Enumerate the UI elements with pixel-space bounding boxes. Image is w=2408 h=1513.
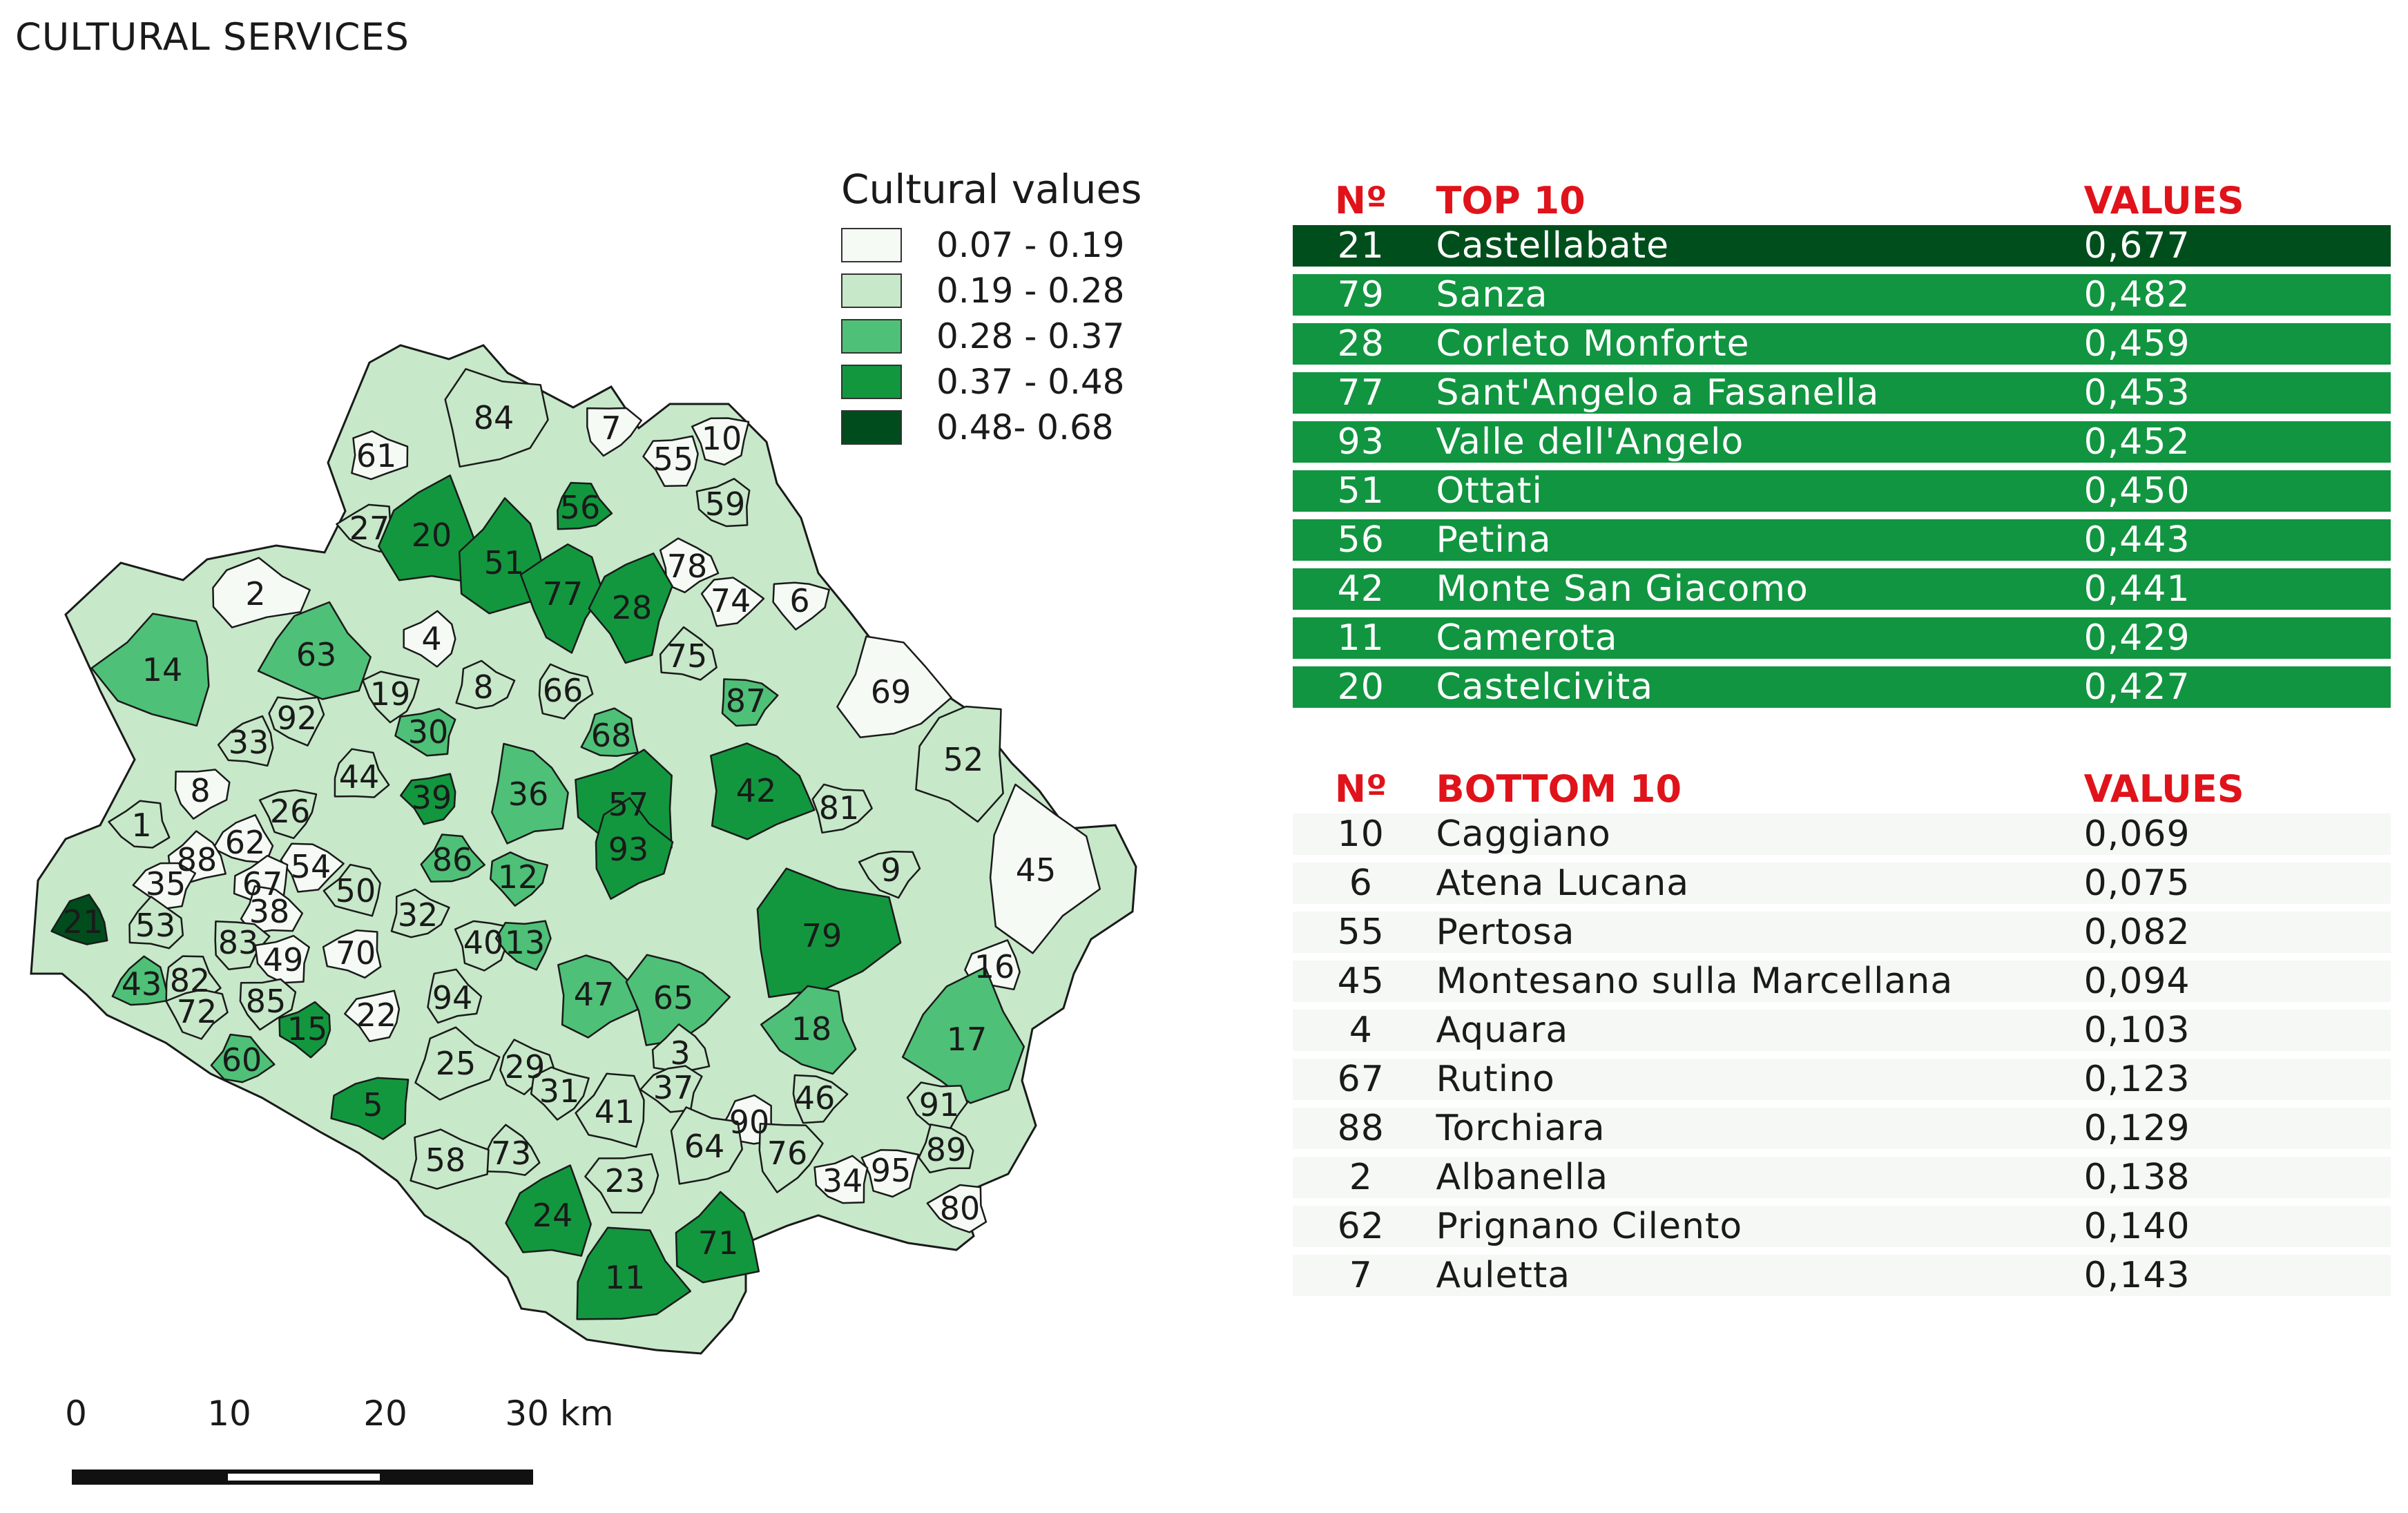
cell-no: 93 — [1337, 421, 1385, 463]
cell-name: Albanella — [1436, 1157, 1609, 1198]
header-name: TOP 10 — [1436, 179, 1586, 222]
cell-no: 51 — [1337, 470, 1385, 512]
municipality-label: 87 — [725, 682, 767, 720]
municipality-label: 13 — [504, 924, 546, 961]
cell-value: 0,429 — [2083, 617, 2190, 659]
municipality-label: 44 — [338, 758, 380, 796]
municipality-label: 62 — [224, 824, 266, 861]
municipality-label: 34 — [822, 1162, 863, 1199]
cell-name: Aquara — [1436, 1010, 1569, 1051]
cell-no: 67 — [1337, 1059, 1385, 1100]
cell-value: 0,138 — [2083, 1157, 2190, 1198]
municipality-label: 74 — [710, 582, 751, 619]
table-row — [1293, 617, 2391, 659]
cell-name: Rutino — [1436, 1059, 1555, 1100]
cell-value: 0,441 — [2083, 568, 2190, 610]
municipality-label: 66 — [542, 672, 584, 709]
municipality-label: 52 — [943, 741, 984, 778]
municipality-label: 12 — [497, 858, 539, 896]
municipality-label: 36 — [508, 775, 549, 813]
municipality-label: 17 — [946, 1021, 988, 1058]
municipality-label: 14 — [142, 651, 183, 688]
municipality-label: 41 — [594, 1093, 635, 1130]
municipality-label: 19 — [369, 675, 411, 713]
municipality-label: 54 — [290, 848, 331, 885]
scale-tick-label: 10 — [207, 1394, 251, 1434]
cell-value: 0,140 — [2083, 1206, 2190, 1247]
municipality-label: 64 — [684, 1128, 725, 1165]
municipality-label: 88 — [176, 841, 218, 878]
cell-name: Castellabate — [1436, 225, 1670, 267]
cell-name: Corleto Monforte — [1436, 323, 1750, 365]
cell-name: Castelcivita — [1436, 666, 1654, 708]
cell-name: Monte San Giacomo — [1436, 568, 1809, 610]
municipality-label: 15 — [287, 1010, 328, 1048]
cell-value: 0,103 — [2083, 1010, 2190, 1051]
legend-label: 0.28 - 0.37 — [936, 316, 1125, 356]
municipality-label: 81 — [818, 789, 860, 827]
map-legend — [841, 166, 1142, 450]
cell-name: Auletta — [1436, 1255, 1571, 1296]
municipality-label: 85 — [245, 983, 287, 1020]
legend-swatch — [841, 228, 902, 262]
scale-tick-label: 30 km — [505, 1394, 614, 1434]
cell-value: 0,069 — [2083, 813, 2190, 855]
cell-no: 21 — [1337, 225, 1385, 267]
municipality-label: 75 — [666, 637, 708, 675]
legend-item — [841, 268, 1142, 314]
top10-table — [1293, 170, 2391, 715]
legend-item — [841, 405, 1142, 450]
municipality-label: 60 — [221, 1041, 262, 1079]
municipality-label: 38 — [249, 893, 290, 930]
municipality-label: 35 — [145, 865, 186, 903]
municipality-label: 3 — [670, 1034, 691, 1072]
page-title: CULTURAL SERVICES — [15, 15, 410, 59]
municipality-label: 29 — [504, 1048, 546, 1086]
municipality-label: 84 — [473, 399, 514, 436]
table-row — [1293, 862, 2391, 904]
cell-no: 20 — [1337, 666, 1385, 708]
cell-value: 0,075 — [2083, 862, 2190, 904]
municipality-label: 51 — [483, 544, 525, 581]
table-row — [1293, 1108, 2391, 1149]
table-row — [1293, 372, 2391, 414]
legend-swatch — [841, 410, 902, 445]
legend-swatch — [841, 319, 902, 354]
municipality-label: 89 — [925, 1131, 967, 1168]
municipality-label: 59 — [704, 485, 746, 523]
municipality-label: 16 — [974, 948, 1015, 985]
cell-no: 11 — [1337, 617, 1385, 659]
cell-value: 0,094 — [2083, 961, 2190, 1002]
scale-segment — [224, 1469, 384, 1485]
cell-no: 88 — [1337, 1108, 1385, 1149]
cell-name: Petina — [1436, 519, 1552, 561]
legend-item — [841, 222, 1142, 268]
cell-name: Sant'Angelo a Fasanella — [1436, 372, 1880, 414]
header-name: BOTTOM 10 — [1436, 767, 1682, 811]
cell-value: 0,443 — [2083, 519, 2190, 561]
cell-no: 6 — [1349, 862, 1373, 904]
header-no: Nº — [1334, 767, 1387, 811]
cell-no: 42 — [1337, 568, 1385, 610]
cell-value: 0,082 — [2083, 912, 2190, 953]
municipality-label: 63 — [296, 636, 337, 673]
scale-segment — [72, 1469, 228, 1485]
municipality-label: 39 — [411, 779, 452, 816]
cell-name: Valle dell'Angelo — [1436, 421, 1744, 463]
municipality-label: 11 — [604, 1259, 646, 1296]
cell-value: 0,677 — [2083, 225, 2190, 267]
municipality-label: 83 — [218, 924, 259, 961]
table-row — [1293, 519, 2391, 561]
municipality-label: 27 — [349, 510, 390, 547]
cell-no: 45 — [1337, 961, 1385, 1002]
municipality-label: 93 — [608, 831, 649, 868]
table-row — [1293, 912, 2391, 953]
table-header — [1293, 758, 2391, 811]
cell-value: 0,452 — [2083, 421, 2190, 463]
municipality-label: 80 — [939, 1190, 981, 1227]
legend-label: 0.07 - 0.19 — [936, 225, 1125, 265]
municipality-label: 33 — [228, 724, 269, 761]
cell-no: 4 — [1349, 1010, 1373, 1051]
municipality-label: 30 — [407, 713, 449, 751]
cell-name: Montesano sulla Marcellana — [1436, 961, 1954, 1002]
cell-value: 0,427 — [2083, 666, 2190, 708]
municipality-label: 42 — [735, 772, 777, 809]
municipality-label: 1 — [131, 807, 152, 844]
municipality-label: 76 — [767, 1135, 808, 1172]
cell-no: 7 — [1349, 1255, 1373, 1296]
legend-label: 0.19 - 0.28 — [936, 271, 1125, 311]
municipality-label: 95 — [870, 1152, 912, 1189]
municipality-label: 50 — [335, 872, 376, 909]
municipality-label: 91 — [918, 1086, 960, 1124]
legend-swatch — [841, 273, 902, 308]
municipality-label: 90 — [729, 1104, 770, 1141]
municipality-label: 71 — [697, 1224, 739, 1262]
municipality-label: 21 — [62, 903, 104, 941]
scale-tick-label: 0 — [65, 1394, 87, 1434]
table-row — [1293, 470, 2391, 512]
municipality-label: 37 — [653, 1069, 694, 1106]
cell-no: 62 — [1337, 1206, 1385, 1247]
legend-label: 0.48- 0.68 — [936, 407, 1114, 447]
table-row — [1293, 1157, 2391, 1198]
cell-name: Camerota — [1436, 617, 1618, 659]
table-row — [1293, 323, 2391, 365]
cell-name: Pertosa — [1436, 912, 1575, 953]
cell-name: Ottati — [1436, 470, 1543, 512]
table-row — [1293, 1255, 2391, 1296]
cell-name: Torchiara — [1436, 1108, 1606, 1149]
cell-value: 0,123 — [2083, 1059, 2190, 1100]
municipality-label: 68 — [590, 717, 632, 754]
cell-name: Prignano Cilento — [1436, 1206, 1743, 1247]
municipality-label: 69 — [870, 673, 912, 711]
municipality-label: 49 — [262, 941, 304, 979]
cell-value: 0,459 — [2083, 323, 2190, 365]
table-header — [1293, 170, 2391, 222]
cell-name: Sanza — [1436, 274, 1548, 316]
bottom10-table — [1293, 758, 2391, 1304]
legend-item — [841, 359, 1142, 405]
municipality-label: 58 — [425, 1141, 466, 1179]
scale-segment — [380, 1469, 533, 1485]
municipality-label: 61 — [356, 437, 397, 474]
cell-no: 55 — [1337, 912, 1385, 953]
table-row — [1293, 1059, 2391, 1100]
municipality-label: 22 — [356, 996, 397, 1034]
municipality-label: 20 — [411, 517, 452, 554]
municipality-label: 28 — [611, 589, 653, 626]
municipality-label: 8 — [190, 772, 211, 809]
municipality-label: 72 — [176, 993, 218, 1030]
table-row — [1293, 225, 2391, 267]
municipality-label: 78 — [666, 548, 708, 585]
municipality-label: 70 — [335, 934, 376, 972]
table-row — [1293, 961, 2391, 1002]
municipality-label: 94 — [432, 979, 473, 1016]
municipality-label: 73 — [490, 1135, 532, 1172]
municipality-label: 47 — [573, 976, 615, 1013]
municipality-label: 56 — [559, 489, 601, 526]
table-row — [1293, 421, 2391, 463]
municipality-label: 31 — [539, 1072, 580, 1110]
municipality-label: 2 — [245, 575, 266, 613]
cell-name: Atena Lucana — [1436, 862, 1690, 904]
cell-value: 0,143 — [2083, 1255, 2190, 1296]
legend-title: Cultural values — [841, 166, 1142, 213]
table-row — [1293, 1206, 2391, 1247]
municipality-label: 67 — [242, 865, 283, 903]
cell-no: 10 — [1337, 813, 1385, 855]
cell-no: 2 — [1349, 1157, 1373, 1198]
municipality-label: 92 — [276, 700, 318, 737]
municipality-label: 26 — [269, 793, 311, 830]
cell-value: 0,482 — [2083, 274, 2190, 316]
cell-value: 0,129 — [2083, 1108, 2190, 1149]
municipality-label: 77 — [542, 575, 584, 613]
cell-no: 77 — [1337, 372, 1385, 414]
municipality-label: 55 — [653, 441, 694, 478]
municipality-label: 6 — [789, 582, 810, 619]
municipality-label: 25 — [435, 1045, 476, 1082]
municipality-label: 40 — [463, 924, 504, 961]
municipality-label: 57 — [608, 786, 649, 823]
municipality-label: 24 — [532, 1197, 573, 1234]
legend-label: 0.37 - 0.48 — [936, 362, 1125, 402]
municipality-label: 9 — [880, 851, 901, 889]
municipality-label: 10 — [701, 420, 742, 457]
cell-no: 28 — [1337, 323, 1385, 365]
table-row — [1293, 274, 2391, 316]
cell-value: 0,453 — [2083, 372, 2190, 414]
cell-no: 56 — [1337, 519, 1385, 561]
municipality-label: 4 — [421, 620, 442, 657]
municipality-label: 32 — [397, 896, 439, 934]
municipality-label: 8 — [473, 668, 494, 706]
scale-tick-label: 20 — [363, 1394, 407, 1434]
municipality-label: 45 — [1015, 851, 1057, 889]
municipality-label: 23 — [604, 1162, 646, 1199]
municipality-label: 65 — [653, 979, 694, 1016]
municipality-label: 18 — [791, 1010, 832, 1048]
cell-value: 0,450 — [2083, 470, 2190, 512]
table-row — [1293, 666, 2391, 708]
municipality-label: 79 — [801, 917, 842, 954]
cell-no: 79 — [1337, 274, 1385, 316]
municipality-label: 86 — [432, 841, 473, 878]
municipality-label: 82 — [169, 962, 211, 999]
cell-name: Caggiano — [1436, 813, 1611, 855]
table-row — [1293, 813, 2391, 855]
table-row — [1293, 568, 2391, 610]
legend-item — [841, 314, 1142, 359]
municipality-label: 43 — [121, 965, 162, 1003]
municipality-label: 46 — [794, 1079, 836, 1117]
header-values: VALUES — [2083, 179, 2244, 222]
municipality-label: 5 — [363, 1086, 383, 1124]
municipality-label: 7 — [601, 409, 622, 447]
table-row — [1293, 1010, 2391, 1051]
legend-swatch — [841, 365, 902, 399]
header-no: Nº — [1334, 179, 1387, 222]
header-values: VALUES — [2083, 767, 2244, 811]
municipality-label: 53 — [135, 907, 176, 944]
